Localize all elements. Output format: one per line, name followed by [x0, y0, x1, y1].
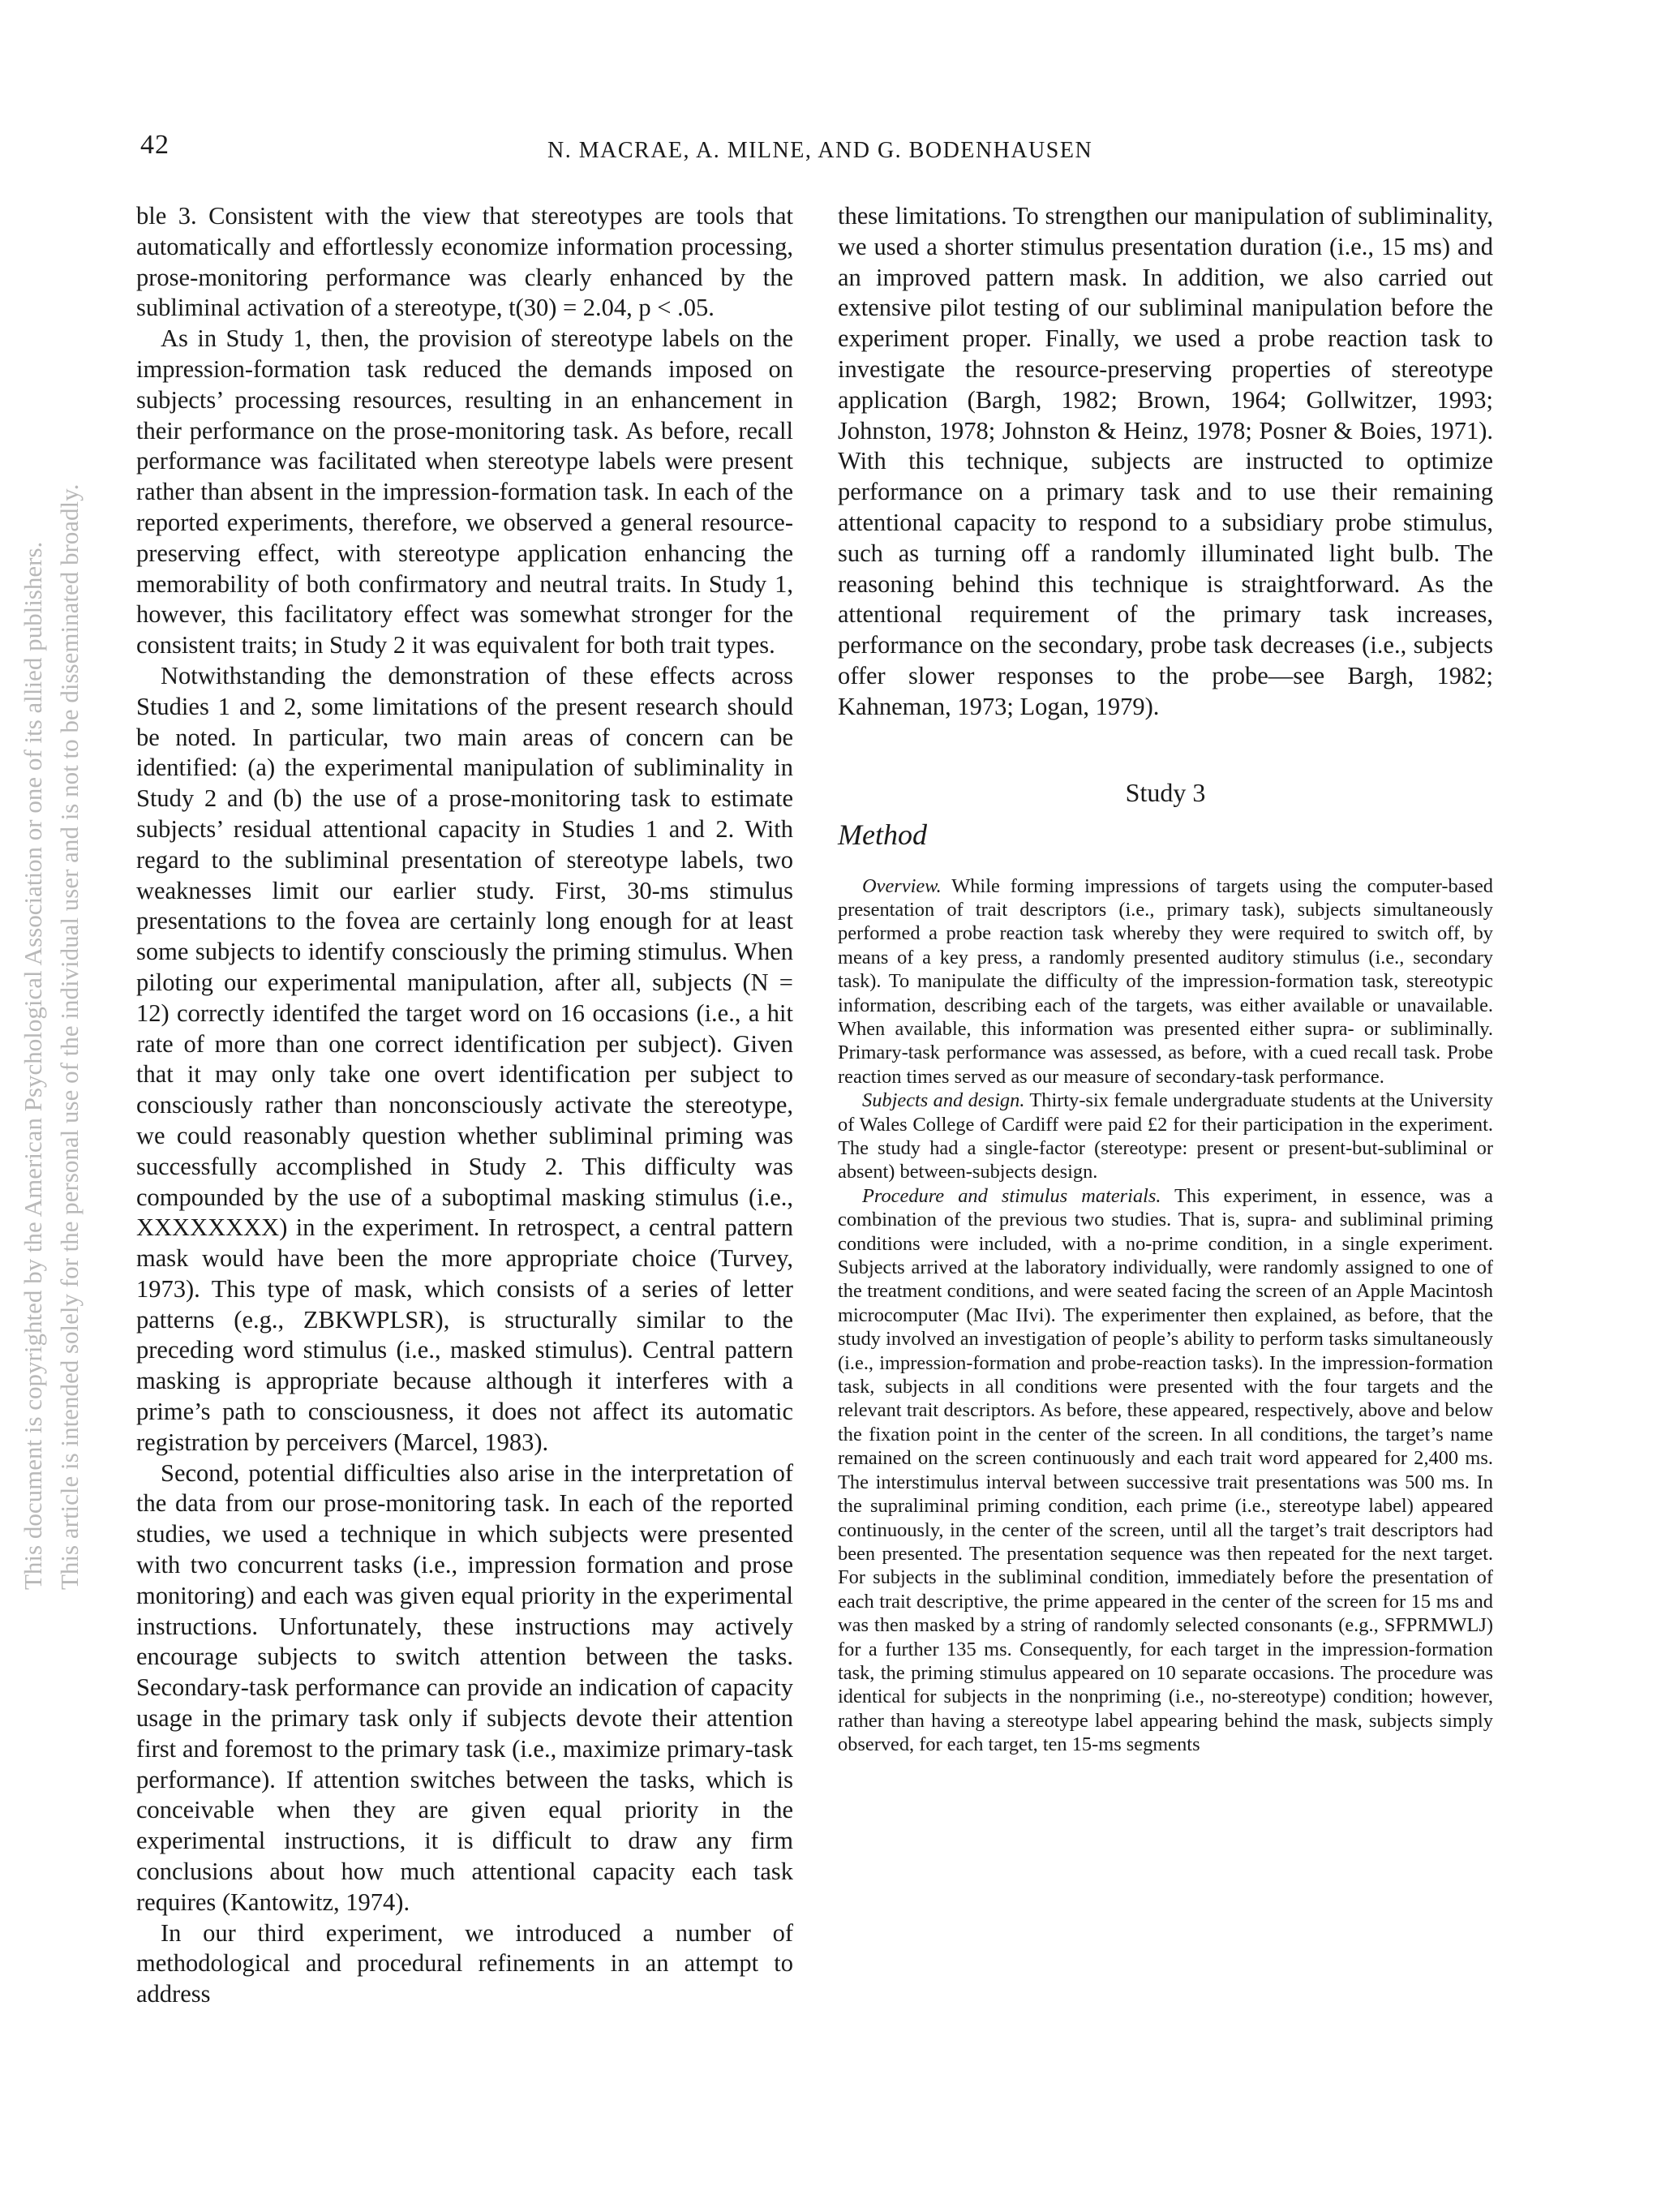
method-paragraph — [838, 874, 1493, 1089]
running-head: N. MACRAE, A. MILNE, AND G. BODENHAUSEN — [547, 138, 1093, 163]
paragraph-text: Thirty-six female undergraduate students at the University of Wales College of Cardiff were paid £2 for their participation in the experiment. The study had a single-factor (stereotype: present or present-but-subliminal or absent) between-subjects design. — [838, 1089, 1493, 1183]
body-paragraph: ble 3. Consistent with the view that stereotypes are tools that automatically and effortlessly economize information processing, prose-monitoring performance was clearly enhanced by the subliminal activation of a stereotype, t(30) = 2.04, p < .05. — [136, 202, 793, 322]
paragraph-text: While forming impressions of targets using the computer-based presentation of trait descriptors (i.e., primary task), subjects simultaneously performed a probe reaction task whereby they were required to switch off, by means of a key press, a randomly presented auditory stimulus (i.e., secondary task). To manipulate the difficulty of the impression-formation task, stereotypic information, describing each of the targets, was either available or unavailable. When available, this information was presented either supra- or subliminally. Primary-task performance was assessed, as before, with a cued recall task. Probe reaction times served as our measure of secondary-task performance. — [838, 874, 1493, 1088]
page-number: 42 — [140, 130, 170, 160]
right-column — [838, 201, 1493, 1757]
body-paragraph: these limitations. To strengthen our manipulation of subliminality, we used a shorter stimulus presentation duration (i.e., 15 ms) and an improved pattern mask. In addition, we also carried out extensive pilot testing of our subliminal manipulation before the experiment proper. Finally, we used a probe reaction task to investigate the resource-preserving properties of stereotype application (Bargh, 1982; Brown, 1964; Gollwitzer, 1993; Johnston, 1978; Johnston & Heinz, 1978; Posner & Boies, 1971). With this technique, subjects are instructed to optimize performance on a primary task and to use their remaining attentional capacity to respond to a subsidiary probe stimulus, such as turning off a randomly illuminated light bulb. The reasoning behind this technique is straightforward. As the attentional requirement of the primary task increases, performance on the secondary, probe task decreases (i.e., subjects offer slower responses to the probe—see Bargh, 1982; Kahneman, 1973; Logan, 1979). — [838, 202, 1493, 720]
run-in-heading: Overview. — [862, 874, 942, 897]
watermark-line-2: This article is intended solely for the personal use of the individual user and is not to be disseminated broadly. — [55, 483, 84, 1590]
run-in-heading: Subjects and design. — [862, 1089, 1025, 1112]
method-paragraph — [838, 1184, 1493, 1757]
subsection-heading: Method — [838, 818, 927, 851]
body-paragraph: In our third experiment, we introduced a number of methodological and procedural refinements in an attempt to address — [136, 1918, 793, 2008]
section-heading: Study 3 — [1125, 777, 1206, 807]
watermark-line-1: This document is copyrighted by the American Psychological Association or one of its allied publishers. — [19, 541, 47, 1590]
body-paragraph: As in Study 1, then, the provision of stereotype labels on the impression-formation task reduced the demands imposed on subjects’ processing resources, resulting in an enhancement in their performance on the prose-monitoring task. As before, recall performance was facilitated when stereotype labels were present rather than absent in the impression-formation task. In each of the reported experiments, therefore, we observed a general resource-preserving effect, with stereotype application enhancing the memorability of both confirmatory and neutral traits. In Study 1, however, this facilitatory effect was somewhat stronger for the consistent traits; in Study 2 it was equivalent for both trait types. — [136, 324, 793, 659]
paragraph-text: This experiment, in essence, was a combination of the previous two studies. That is, supra- and subliminal priming conditions were included, with a no-prime condition, in a single experiment. Subjects arrived at the laboratory individually, were randomly assigned to one of the treatment conditions, and were seated facing the screen of an Apple Macintosh microcomputer (Mac IIvi). The experimenter then explained, as before, that the study involved an investigation of people’s ability to perform tasks simultaneously (i.e., impression-formation and probe-reaction tasks). In the impression-formation task, subjects in all conditions were presented with the four targets and the relevant trait descriptors. As before, these appeared, respectively, above and below the fixation point in the center of the screen. In all conditions, the target’s name remained on the screen continuously and each trait word appeared for 2,400 ms. The interstimulus interval between successive trait presentations was 500 ms. In the supraliminal priming condition, each prime (i.e., stereotype label) appeared continuously, in the center of the screen, until all the target’s trait descriptors had been presented. The presentation sequence was then repeated for the next target. For subjects in the subliminal condition, immediately before the presentation of each trait descriptive, the prime appeared in the center of the screen for 15 ms and was then masked by a string of randomly selected consonants (e.g., SFPRMWLJ) for a further 135 ms. Consequently, for each target in the impression-formation task, the priming stimulus appeared on 10 separate occasions. The procedure was identical for subjects in the nonpriming (i.e., no-stereotype) condition; however, rather than having a stereotype label appearing behind the mask, subjects simply observed, for each target, ten 15-ms segments — [838, 1184, 1494, 1756]
body-paragraph: Notwithstanding the demonstration of these effects across Studies 1 and 2, some limitations of the present research should be noted. In particular, two main areas of concern can be identified: (a) the experimental manipulation of subliminality in Study 2 and (b) the use of a prose-monitoring task to estimate subjects’ residual attentional capacity in Studies 1 and 2. With regard to the subliminal presentation of stereotype labels, two weaknesses limit our earlier study. First, 30-ms stimulus presentations to the fovea are certainly long enough for at least some subjects to identify consciously the priming stimulus. When piloting our experimental manipulation, after all, subjects (N = 12) correctly identifed the target word on 16 occasions (i.e., a hit rate of more than one correct identification per subject). Given that it may only take one overt identification per subject to consciously rather than nonconsciously activate the stereotype, we could reasonably question whether subliminal priming was successfully accomplished in Study 2. This difficulty was compounded by the use of a suboptimal masking stimulus (i.e., XXXXXXXX) in the experiment. In retrospect, a central pattern mask would have been the more appropriate choice (Turvey, 1973). This type of mask, which consists of a series of letter patterns (e.g., ZBKWPLSR), is structurally similar to the preceding word stimulus (i.e., masked stimulus). Central pattern masking is appropriate because although it interferes with a prime’s path to consciousness, it does not affect its automatic registration by perceivers (Marcel, 1983). — [136, 661, 793, 1456]
copyright-watermark — [15, 292, 88, 1590]
run-in-heading: Procedure and stimulus materials. — [862, 1184, 1161, 1207]
method-paragraph — [838, 1089, 1493, 1184]
body-paragraph: Second, potential difficulties also arise in the interpretation of the data from our prose-monitoring task. In each of the reported studies, we used a technique in which subjects were presented with two concurrent tasks (i.e., impression formation and prose monitoring) and each was given equal priority in the experimental instructions. Unfortunately, these instructions may actively encourage subjects to switch attention between the tasks. Secondary-task performance can provide an indication of capacity usage in the primary task only if subjects devote their attention first and foremost to the primary task (i.e., maximize primary-task performance). If attention switches between the tasks, which is conceivable when they are given equal priority in the experimental instructions, it is difficult to draw any firm conclusions about how much attentional capacity each task requires (Kantowitz, 1974). — [136, 1458, 793, 1916]
left-column — [136, 201, 793, 2010]
